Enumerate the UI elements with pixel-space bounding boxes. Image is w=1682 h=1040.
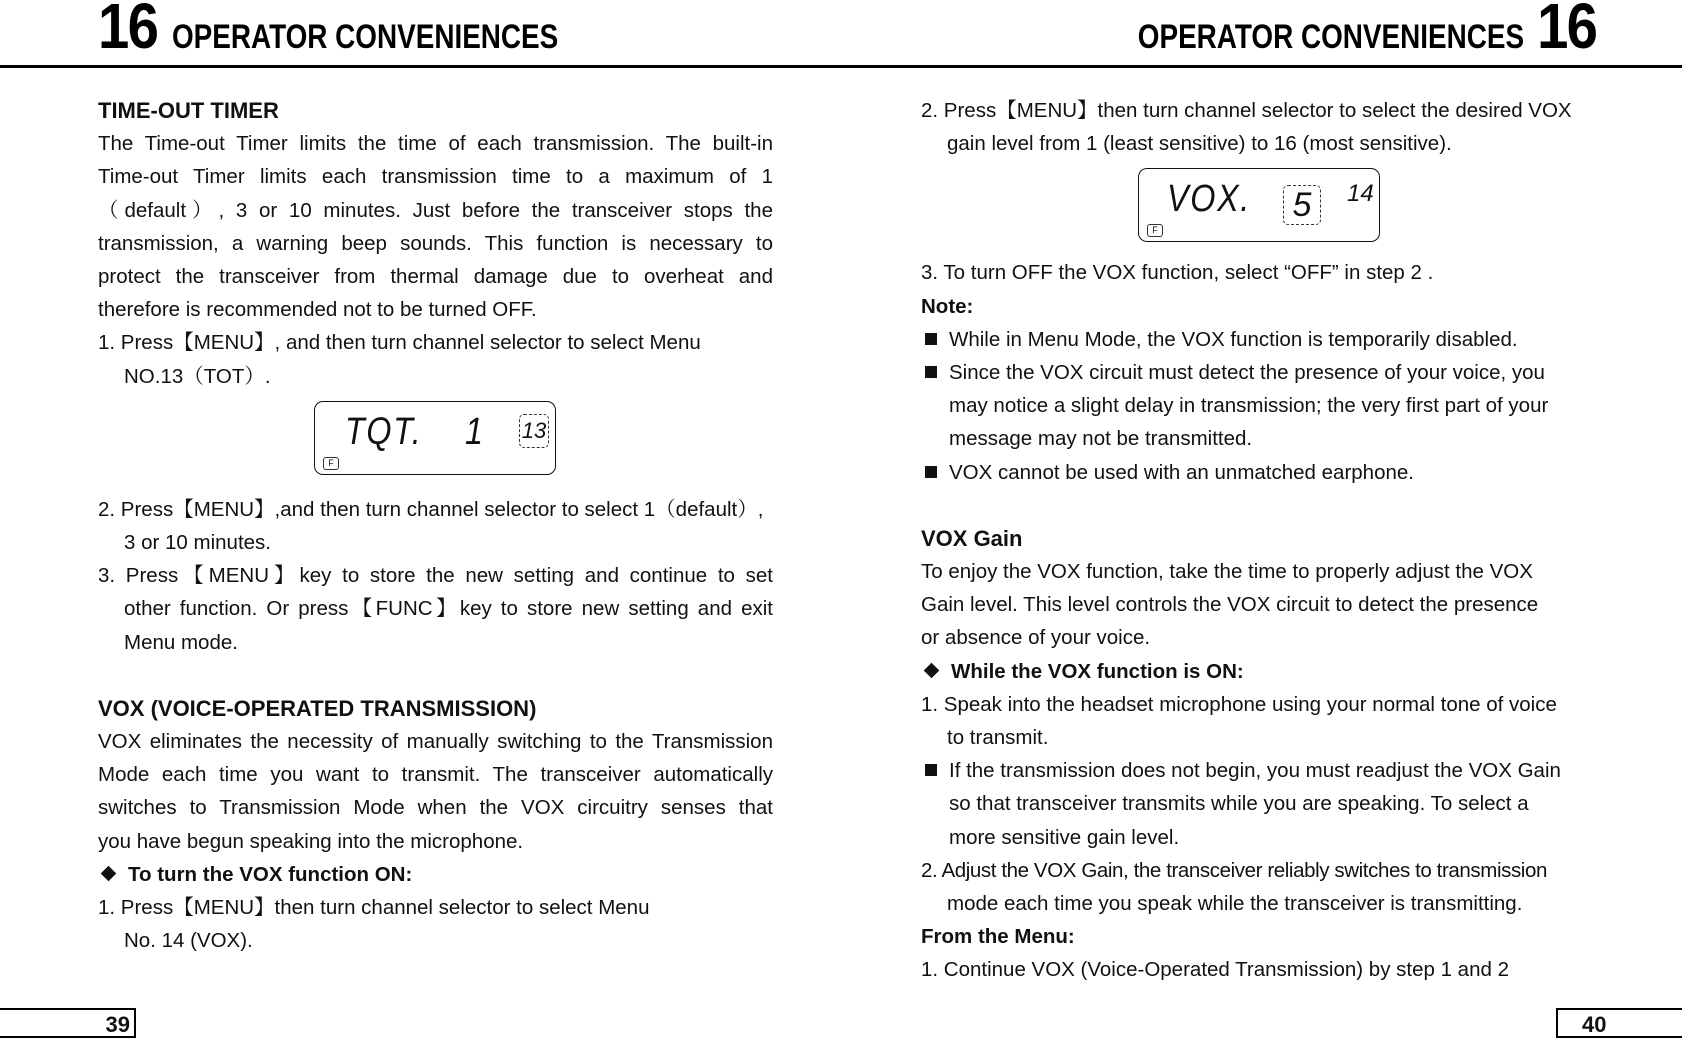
note-3 (921, 456, 1601, 489)
readjust-note (921, 754, 1601, 787)
gain-para-line-3: or absence of your voice. (921, 626, 1151, 650)
tot-para-line-1: The Time-out Timer limits the time of each transmission. The built-in (98, 132, 773, 156)
tot-step-3-cont-2: Menu mode. (124, 630, 238, 654)
adjust-step-2-cont: mode each time you speak while the transceiver is transmitting. (947, 892, 1523, 916)
vox-on-heading-text: To turn the VOX function ON: (128, 862, 413, 886)
note-3-text: VOX cannot be used with an unmatched earphone. (949, 460, 1414, 484)
square-bullet-icon (925, 333, 937, 345)
tot-step-1-cont: NO.13（TOT）. (124, 364, 271, 388)
tot-para-line-4: transmission, a warning beep sounds. This function is necessary to (98, 231, 773, 255)
vox-para-line-1: VOX eliminates the necessity of manually switching to the Transmission (98, 730, 773, 754)
note-label: Note: (921, 294, 974, 318)
note-1 (921, 323, 1601, 356)
tot-step-3: 3. Press【MENU】key to store the new setting and continue to set (98, 564, 773, 588)
lcd-vox-label: VOX. (1167, 178, 1251, 221)
while-on-heading-text: While the VOX function is ON: (951, 659, 1244, 683)
lcd-vox-menu-number: 14 (1347, 180, 1374, 208)
page-number-39: 39 (0, 1008, 136, 1038)
vox-para-line-3: switches to Transmission Mode when the VOX circuitry senses that (98, 796, 773, 820)
tot-step-1: 1. Press【MENU】, and then turn channel selector to select Menu (98, 331, 701, 355)
vox-step-1: 1. Press【MENU】then turn channel selector to select Menu (98, 896, 650, 920)
vox-para-line-2: Mode each time you want to transmit. The transceiver automatically (98, 763, 773, 787)
right-page-column (921, 94, 1601, 987)
lcd-display-vox (1138, 168, 1380, 242)
right-chapter-number: 16 (1536, 0, 1596, 62)
diamond-bullet-icon (101, 866, 117, 882)
tot-para-line-3: （default）, 3 or 10 minutes. Just before the transceiver stops the (98, 198, 773, 222)
vox-step-3: 3. To turn OFF the VOX function, select “OFF” in step 2 . (921, 261, 1434, 285)
diamond-bullet-icon (924, 662, 940, 678)
note-2-cont-2: message may not be transmitted. (949, 427, 1253, 451)
vox-gain-heading: VOX Gain (921, 525, 1023, 551)
square-bullet-icon (925, 466, 937, 478)
tot-heading: TIME-OUT TIMER (98, 98, 279, 123)
tot-step-3-cont: other function. Or press【FUNC】key to store new setting and exit (124, 597, 773, 621)
lcd-tot-value: 1 (465, 410, 485, 453)
vox-para-line-4: you have begun speaking into the microphone. (98, 829, 524, 853)
note-1-text: While in Menu Mode, the VOX function is temporarily disabled. (949, 327, 1518, 351)
note-2-text: Since the VOX circuit must detect the presence of your voice, you (949, 361, 1545, 385)
readjust-note-cont-2: more sensitive gain level. (949, 825, 1180, 849)
lcd-menu-number-box: 13 (519, 414, 549, 448)
from-menu-label: From the Menu: (921, 925, 1075, 949)
right-chapter-title: OPERATOR CONVENIENCES (1137, 18, 1524, 56)
lcd-function-indicator: F (323, 457, 339, 470)
note-2-cont: may notice a slight delay in transmission; the very first part of your (949, 394, 1549, 418)
lcd-function-indicator: F (1147, 224, 1163, 237)
tot-para-line-6: therefore is recommended not to be turned OFF. (98, 298, 537, 322)
vox-heading: VOX (VOICE-OPERATED TRANSMISSION) (98, 695, 537, 721)
tot-para-line-2: Time-out Timer limits each transmission time to a maximum of 1 (98, 165, 773, 189)
readjust-note-text: If the transmission does not begin, you must readjust the VOX Gain (949, 759, 1561, 783)
tot-step-2: 2. Press【MENU】,and then turn channel selector to select 1（default）, (98, 497, 764, 521)
continue-step-1: 1. Continue VOX (Voice-Operated Transmission) by step 1 and 2 (921, 958, 1509, 982)
vox-step-2: 2. Press【MENU】then turn channel selector to select the desired VOX (921, 99, 1572, 122)
square-bullet-icon (925, 764, 937, 776)
note-2 (921, 356, 1601, 389)
lcd-display-tot (314, 401, 556, 475)
vox-on-heading (98, 858, 773, 891)
gain-para-line-1: To enjoy the VOX function, take the time to properly adjust the VOX (921, 560, 1533, 584)
vox-step-1-cont: No. 14 (VOX). (124, 929, 253, 953)
lcd-vox-gain-box: 5 (1283, 185, 1321, 225)
header-rule (0, 65, 1682, 68)
speak-step-1: 1. Speak into the headset microphone using your normal tone of voice (921, 692, 1557, 716)
tot-para-line-5: protect the transceiver from thermal damage due to overheat and (98, 265, 773, 289)
page-number-40: 40 (1556, 1008, 1682, 1038)
left-page-column (98, 94, 773, 957)
lcd-tot-label: TQT. (345, 410, 423, 453)
tot-step-2-cont: 3 or 10 minutes. (124, 531, 271, 555)
gain-para-line-2: Gain level. This level controls the VOX circuit to detect the presence (921, 593, 1539, 617)
vox-step-2-cont: gain level from 1 (least sensitive) to 16 (most sensitive). (947, 132, 1452, 156)
adjust-step-2: 2. Adjust the VOX Gain, the transceiver reliably switches to transmission (921, 858, 1547, 882)
left-chapter-title: OPERATOR CONVENIENCES (172, 18, 559, 56)
square-bullet-icon (925, 366, 937, 378)
readjust-note-cont: so that transceiver transmits while you are speaking. To select a (949, 792, 1529, 816)
left-chapter-number: 16 (98, 0, 158, 62)
while-on-heading (921, 655, 1601, 688)
speak-step-1-cont: to transmit. (947, 726, 1049, 750)
